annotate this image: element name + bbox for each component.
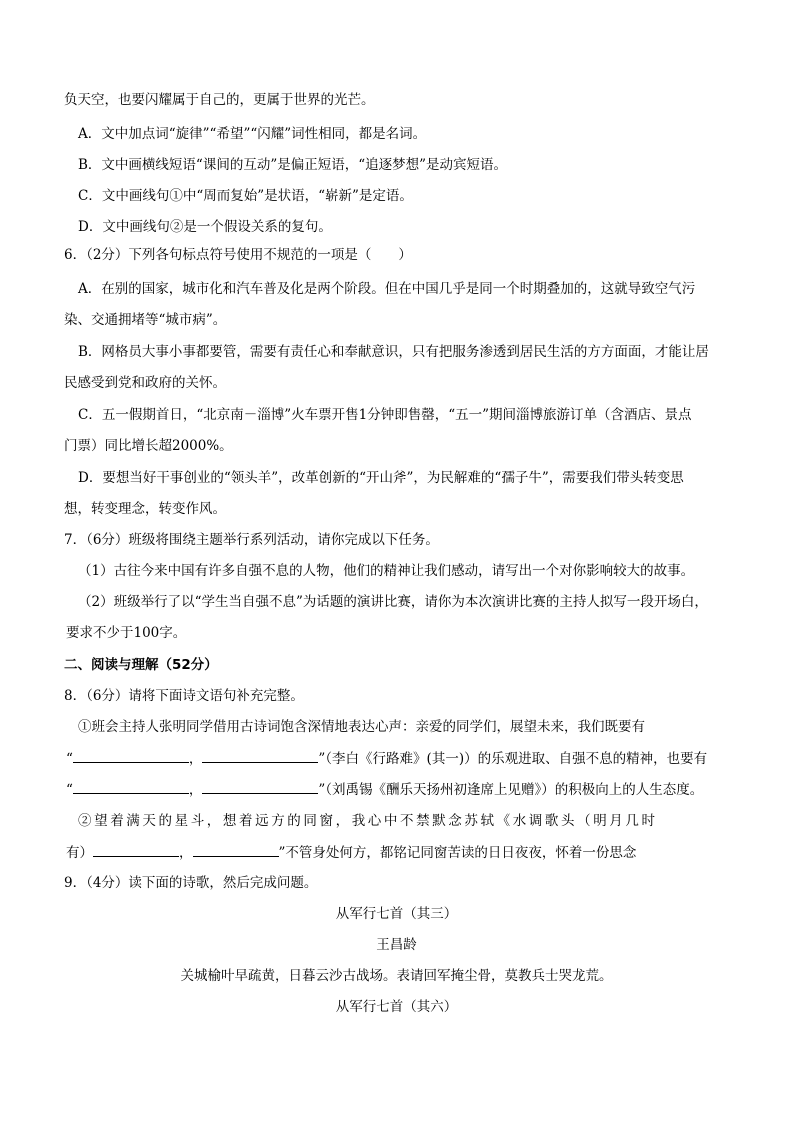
- question-6-prompt: 6．（2分）下列各句标点符号使用不规范的一项是（ ）: [64, 247, 412, 263]
- option-6a-line2: 染、交通拥堵等“城市病”。: [64, 312, 227, 328]
- section-2-heading: 二、阅读与理解（52分）: [64, 657, 218, 673]
- passage-end-line: 负天空，也要闪耀属于自己的，更属于世界的光芒。: [64, 92, 375, 108]
- answer-blank[interactable]: [73, 748, 189, 763]
- option-6a-line1: A．在别的国家，城市化和汽车普及化是两个阶段。但在中国几乎是同一个时期叠加的，这就导致空气污: [78, 281, 696, 297]
- question-8-prompt: 8．（6分）请将下面诗文语句补充完整。: [64, 688, 304, 704]
- answer-blank[interactable]: [73, 779, 189, 794]
- option-6d-line1: D．要想当好干事创业的“领头羊”，改革创新的“开山斧”，为民解难的“孺子牛”，需要我们带头转变思: [78, 470, 684, 486]
- question-9-prompt: 9．（4分）读下面的诗歌，然后完成问题。: [64, 875, 318, 891]
- option-6c-line2: 门票）同比增长超2000%。: [64, 438, 233, 454]
- option-6b-line2: 民感受到党和政府的关怀。: [64, 375, 226, 391]
- question-7-task1: （1）古往今来中国有许多自强不息的人物，他们的精神让我们感动，请写出一个对你影响较大的故事。: [78, 563, 695, 579]
- question-8-item1-line1: ①班会主持人张明同学借用古诗词饱含深情地表达心声：亲爱的同学们，展望未来，我们既要有: [78, 719, 645, 735]
- option-5a: A．文中加点词“旋律”“希望”“闪耀”词性相同，都是名词。: [78, 126, 427, 142]
- poem-1-text: 关城榆叶早疏黄，日暮云沙古战场。表请回军掩尘骨，莫教兵士哭龙荒。: [180, 968, 613, 984]
- option-5b: B．文中画横线短语“课间的互动”是偏正短语，“追逐梦想”是动宾短语。: [78, 157, 508, 173]
- option-6d-line2: 想，转变理念，转变作风。: [64, 501, 226, 517]
- poem-author: 王昌龄: [376, 937, 417, 953]
- question-8-item2-line1: ②望着满天的星斗，想着远方的同窗，我心中不禁默念苏轼《水调歌头（明月几时: [78, 813, 658, 829]
- question-8-item1-line3: “ ， ”（刘禹锡《酬乐天扬州初逢席上见赠》）的积极向上的人生态度。: [66, 779, 703, 800]
- poem-2-title: 从军行七首（其六）: [335, 999, 458, 1015]
- option-6c-line1: C．五一假期首日，“北京南－淄博”火车票开售1分钟即售罄，“五一”期间淄博旅游订单（含酒店、景点: [78, 407, 692, 423]
- answer-blank[interactable]: [202, 748, 318, 763]
- option-5d: D．文中画线句②是一个假设关系的复句。: [78, 219, 332, 235]
- question-8-item1-line2: “ ， ”（李白《行路难》(其一)）的乐观进取、自强不息的精神，也要有: [66, 748, 707, 769]
- question-8-item2-line2: 有） ， ”不管身处何方，都铭记同窗苦读的日日夜夜，怀着一份思念: [66, 842, 636, 863]
- option-6b-line1: B．网格员大事小事都要管，需要有责任心和奉献意识，只有把服务渗透到居民生活的方方面面，才能让居: [78, 344, 709, 360]
- answer-blank[interactable]: [202, 779, 318, 794]
- answer-blank[interactable]: [193, 842, 279, 857]
- option-5c: C．文中画线句①中“周而复始”是状语，“崭新”是定语。: [78, 188, 413, 204]
- poem-1-title: 从军行七首（其三）: [335, 906, 458, 922]
- answer-blank[interactable]: [93, 842, 179, 857]
- question-7-prompt: 7．（6分）班级将围绕主题举行系列活动，请你完成以下任务。: [64, 532, 439, 548]
- question-7-task2-line1: （2）班级举行了以“学生当自强不息”为话题的演讲比赛，请你为本次演讲比赛的主持人拟写一段开场白，: [78, 594, 708, 610]
- question-7-task2-line2: 要求不少于100字。: [66, 625, 187, 641]
